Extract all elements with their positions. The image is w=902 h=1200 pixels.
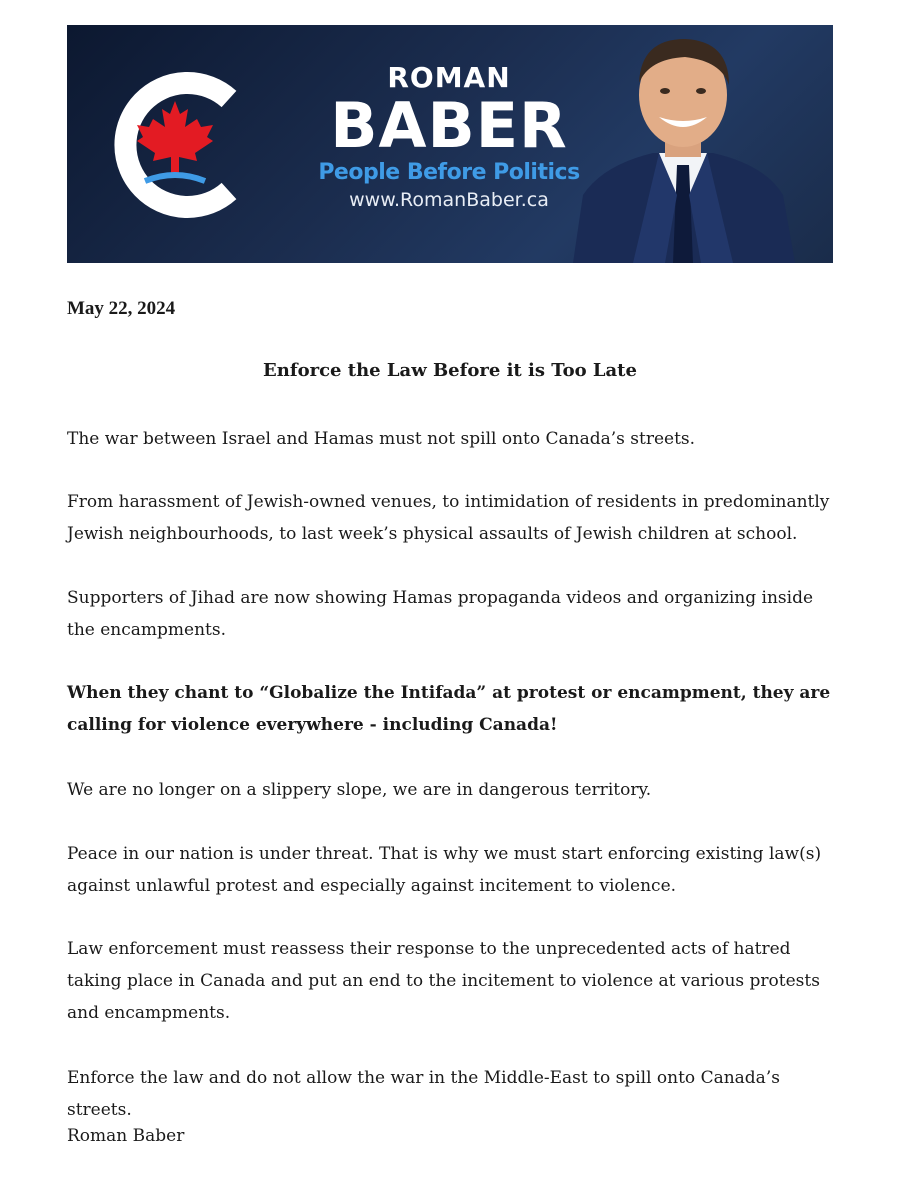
candidate-last-name: BABER xyxy=(330,89,568,162)
letter-date: May 22, 2024 xyxy=(67,298,176,319)
website-link[interactable]: www.RomanBaber.ca xyxy=(349,189,549,211)
header-banner xyxy=(67,25,833,263)
letter-title: Enforce the Law Before it is Too Late xyxy=(263,360,637,381)
paragraph-1: The war between Israel and Hamas must not spill onto Canada’s streets. xyxy=(67,429,696,449)
conservative-c-logo-icon xyxy=(105,69,245,221)
candidate-first-name: ROMAN xyxy=(387,61,511,94)
paragraph-6: Peace in our nation is under threat. That is why we must start enforcing existing law(s) against unlawful protest and especially against incitement to violence. xyxy=(67,844,822,896)
signature: Roman Baber xyxy=(67,1126,185,1146)
paragraph-7: Law enforcement must reassess their response to the unprecedented acts of hatred taking place in Canada and put an end to the incitement to violence at various protests and encampments. xyxy=(67,939,820,1023)
paragraph-4-emphasis: When they chant to “Globalize the Intifada” at protest or encampment, they are calling for violence everywhere - including Canada! xyxy=(67,683,831,735)
paragraph-3: Supporters of Jihad are now showing Hamas propaganda videos and organizing inside the encampments. xyxy=(67,588,814,640)
paragraph-8: Enforce the law and do not allow the war in the Middle-East to spill onto Canada’s streets. xyxy=(67,1068,780,1120)
candidate-portrait xyxy=(553,25,813,263)
paragraph-2: From harassment of Jewish-owned venues, to intimidation of residents in predominantly Jewish neighbourhoods, to last week’s physical assaults of Jewish children at school. xyxy=(67,492,830,544)
campaign-tagline: People Before Politics xyxy=(318,160,580,185)
paragraph-5: We are no longer on a slippery slope, we are in dangerous territory. xyxy=(67,780,652,800)
